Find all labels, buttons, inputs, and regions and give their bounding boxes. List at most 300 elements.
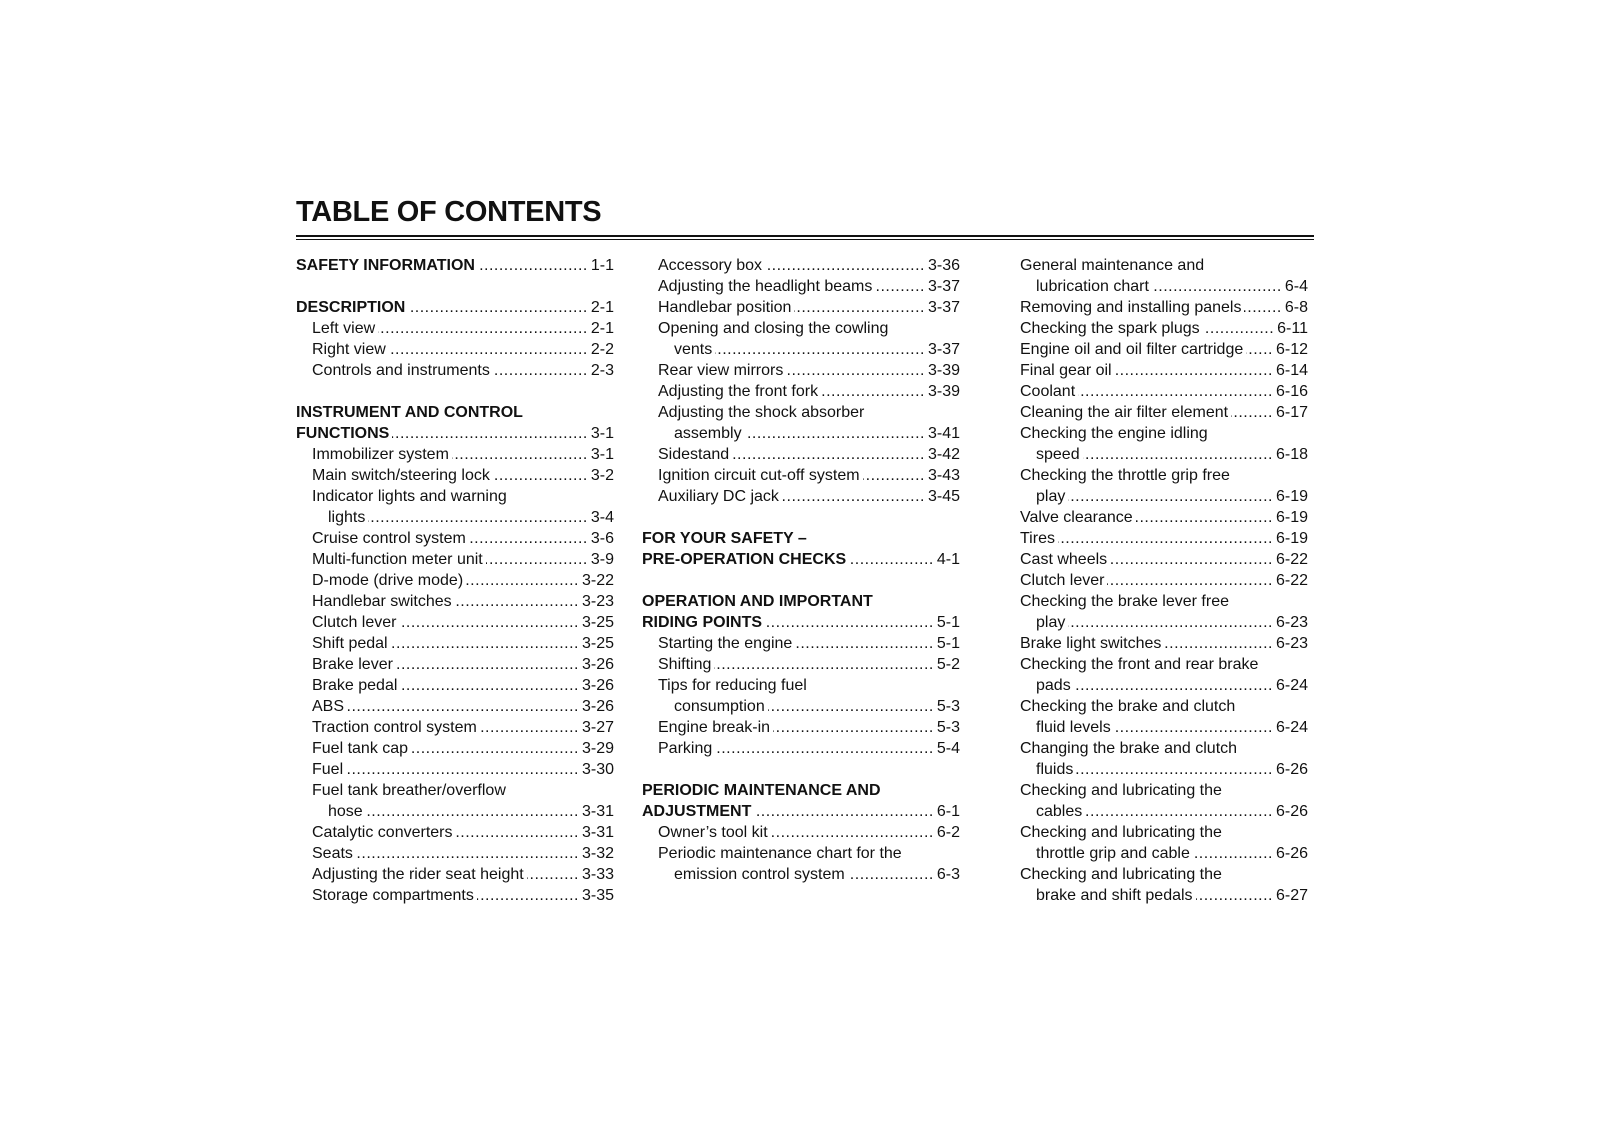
toc-entry[interactable] [1004,402,1308,423]
toc-entry[interactable] [1004,843,1308,864]
toc-entry[interactable] [296,633,614,654]
toc-leader-dots [399,612,578,633]
toc-spacer [642,759,960,780]
toc-entry-label: pads [1036,677,1071,694]
toc-leader-dots [1114,717,1273,738]
toc-leader-dots [466,570,579,591]
toc-entry[interactable] [1004,759,1308,780]
toc-page-number: 5-3 [936,719,960,736]
toc-leader-dots [768,696,934,717]
toc-entry-label: Owner’s tool kit [658,824,768,841]
toc-page-number: 5-4 [936,740,960,757]
toc-entry[interactable] [1004,297,1308,318]
page-title: TABLE OF CONTENTS [296,196,602,228]
toc-leader-dots [411,738,579,759]
toc-entry[interactable] [642,318,960,339]
toc-leader-dots [1058,528,1273,549]
toc-leader-dots [366,801,579,822]
toc-leader-dots [1244,297,1281,318]
toc-entry-label: lubrication chart [1036,278,1149,295]
toc-section-heading[interactable] [642,528,960,549]
toc-entry[interactable] [642,276,960,297]
toc-page-number: 3-2 [590,467,614,484]
toc-entry-label: play [1036,614,1066,631]
toc-entry[interactable] [1004,612,1308,633]
toc-entry-label: Valve clearance [1020,509,1133,526]
toc-page-number: 3-25 [581,635,614,652]
toc-page-number: 2-3 [590,362,614,379]
toc-entry[interactable] [1004,549,1308,570]
toc-entry[interactable] [296,339,614,360]
toc-entry[interactable] [642,381,960,402]
toc-leader-dots [389,339,588,360]
toc-page-number: 3-37 [927,341,960,358]
toc-entry-label: Brake light switches [1020,635,1162,652]
toc-entry-label: General maintenance and [1020,257,1205,274]
toc-leader-dots [1076,759,1273,780]
toc-entry-label: Checking the spark plugs [1020,320,1200,337]
toc-page-number: 6-4 [1284,278,1308,295]
toc-leader-dots [794,297,925,318]
toc-entry-label: Clutch lever [1020,572,1105,589]
toc-entry-label: Changing the brake and clutch [1020,740,1238,757]
toc-entry[interactable] [296,591,614,612]
toc-entry-label: Controls and instruments [312,362,490,379]
toc-entry[interactable] [1004,717,1308,738]
toc-section-heading[interactable] [296,402,614,423]
toc-entry[interactable] [1004,780,1308,801]
toc-page-number: 6-2 [936,824,960,841]
toc-entry[interactable] [1004,633,1308,654]
toc-page-number: 3-30 [581,761,614,778]
toc-page-number: 5-2 [936,656,960,673]
toc-page-number: 3-4 [590,509,614,526]
toc-entry[interactable] [642,444,960,465]
toc-entry[interactable] [1004,444,1308,465]
toc-entry[interactable] [642,486,960,507]
toc-entry-label: Checking and lubricating the [1020,782,1222,799]
toc-entry[interactable] [1004,570,1308,591]
toc-leader-dots [1203,318,1275,339]
toc-entry-label: Adjusting the headlight beams [658,278,873,295]
toc-entry[interactable] [1004,864,1308,885]
toc-page-number: 6-19 [1275,488,1308,505]
toc-entry[interactable] [296,486,614,507]
toc-page-number: 6-23 [1275,635,1308,652]
toc-entry[interactable] [296,780,614,801]
toc-leader-dots [480,717,579,738]
toc-leader-dots [493,465,588,486]
toc-entry[interactable] [1004,507,1308,528]
toc-spacer [296,381,614,402]
toc-entry-label: emission control system [674,866,845,883]
toc-entry-label: consumption [674,698,765,715]
toc-entry[interactable] [1004,654,1308,675]
toc-page-number: 3-9 [590,551,614,568]
toc-section-heading[interactable] [296,255,614,276]
toc-page-number: 6-16 [1275,383,1308,400]
toc-page-number: 6-23 [1275,614,1308,631]
toc-page-number: 2-1 [590,299,614,316]
toc-entry-label: Removing and installing panels [1020,299,1242,316]
toc-entry-label: Tips for reducing fuel [658,677,807,694]
toc-page-number: 6-24 [1275,719,1308,736]
toc-entry[interactable] [296,549,614,570]
toc-entry-label: FUNCTIONS [296,425,390,442]
toc-leader-dots [782,486,925,507]
toc-entry[interactable] [1004,276,1308,297]
toc-page-number: 3-36 [927,257,960,274]
toc-leader-dots [1115,360,1273,381]
toc-entry-label: lights [328,509,366,526]
toc-leader-dots [1107,570,1272,591]
toc-leader-dots [455,591,579,612]
toc-leader-dots [714,654,934,675]
toc-section-heading[interactable] [642,612,960,633]
toc-entry[interactable] [296,360,614,381]
toc-entry[interactable] [642,633,960,654]
toc-section-heading[interactable] [642,780,960,801]
toc-entry[interactable] [642,402,960,423]
toc-entry[interactable] [296,696,614,717]
toc-entry[interactable] [642,654,960,675]
toc-leader-dots [1068,612,1273,633]
toc-entry[interactable] [296,738,614,759]
toc-entry[interactable] [296,864,614,885]
toc-page-number: 3-26 [581,698,614,715]
toc-leader-dots [875,276,925,297]
toc-leader-dots [1074,675,1273,696]
toc-entry-label: Main switch/steering lock [312,467,490,484]
toc-entry-label: D-mode (drive mode) [312,572,464,589]
toc-entry-label: Rear view mirrors [658,362,784,379]
toc-entry[interactable] [1004,528,1308,549]
toc-entry[interactable] [296,444,614,465]
toc-entry-label: Periodic maintenance chart for the [658,845,902,862]
toc-entry-label: Parking [658,740,713,757]
toc-leader-dots [486,549,588,570]
toc-page-number: 6-18 [1275,446,1308,463]
toc-entry-label: Cruise control system [312,530,466,547]
toc-leader-dots [347,696,579,717]
toc-entry[interactable] [1004,486,1308,507]
toc-leader-dots [493,360,588,381]
toc-entry[interactable] [296,801,614,822]
toc-spacer [296,276,614,297]
toc-leader-dots [1068,486,1273,507]
toc-page-number: 6-17 [1275,404,1308,421]
toc-page-number: 6-14 [1275,362,1308,379]
toc-page-number: 6-22 [1275,572,1308,589]
toc-leader-dots [1231,402,1273,423]
toc-section-heading[interactable] [296,297,614,318]
toc-page-number: 3-26 [581,656,614,673]
toc-entry-label: Storage compartments [312,887,474,904]
toc-entry-label: Tires [1020,530,1055,547]
toc-entry[interactable] [1004,801,1308,822]
toc-entry[interactable] [642,864,960,885]
toc-entry[interactable] [296,318,614,339]
toc-entry[interactable] [1004,885,1308,906]
toc-page-number: 3-27 [581,719,614,736]
toc-leader-dots [452,444,588,465]
toc-entry-label: Handlebar position [658,299,792,316]
toc-entry-label: Multi-function meter unit [312,551,483,568]
toc-entry[interactable] [642,297,960,318]
toc-leader-dots [469,528,588,549]
toc-entry[interactable] [1004,381,1308,402]
toc-entry-label: Cast wheels [1020,551,1108,568]
toc-column-1 [296,255,614,906]
toc-entry-label: RIDING POINTS [642,614,763,631]
toc-entry[interactable] [296,822,614,843]
toc-page-number: 6-8 [1284,299,1308,316]
toc-page-number: 5-1 [936,614,960,631]
toc-section-heading[interactable] [642,801,960,822]
toc-entry[interactable] [296,507,614,528]
toc-entry[interactable] [642,255,960,276]
toc-entry-label: Coolant [1020,383,1076,400]
toc-leader-dots [408,297,588,318]
toc-leader-dots [456,822,579,843]
toc-entry-label: Shifting [658,656,712,673]
toc-entry[interactable] [296,843,614,864]
toc-entry-label: Accessory box [658,257,763,274]
toc-entry-label: hose [328,803,363,820]
toc-entry-label: Catalytic converters [312,824,453,841]
toc-page-number: 3-39 [927,362,960,379]
toc-page-number: 3-39 [927,383,960,400]
toc-entry-label: INSTRUMENT AND CONTROL [296,404,523,421]
toc-entry-label: PRE-OPERATION CHECKS [642,551,847,568]
toc-entry[interactable] [1004,465,1308,486]
toc-leader-dots [765,612,934,633]
toc-page-number: 3-45 [927,488,960,505]
toc-column-3 [1004,255,1308,906]
toc-page-number: 3-31 [581,803,614,820]
toc-entry[interactable] [296,675,614,696]
toc-page-number: 6-26 [1275,845,1308,862]
toc-entry-label: Clutch lever [312,614,397,631]
toc-section-heading[interactable] [642,591,960,612]
toc-entry-label: PERIODIC MAINTENANCE AND [642,782,881,799]
toc-page-number: 6-26 [1275,803,1308,820]
toc-page-number: 3-26 [581,677,614,694]
toc-page-number: 3-33 [581,866,614,883]
toc-entry-label: vents [674,341,713,358]
toc-leader-dots [849,549,934,570]
toc-entry[interactable] [642,675,960,696]
toc-leader-dots [477,885,579,906]
toc-leader-dots [527,864,579,885]
toc-entry-label: Handlebar switches [312,593,452,610]
toc-leader-dots [1164,633,1273,654]
toc-leader-dots [391,633,579,654]
toc-page-number: 1-1 [590,257,614,274]
toc-page-number: 6-1 [936,803,960,820]
toc-spacer [642,507,960,528]
toc-entry-label: fluid levels [1036,719,1111,736]
toc-page-number: 3-1 [590,425,614,442]
toc-page-number: 6-27 [1275,887,1308,904]
toc-leader-dots [478,255,588,276]
toc-entry[interactable] [1004,822,1308,843]
toc-entry[interactable] [642,696,960,717]
toc-entry[interactable] [1004,360,1308,381]
toc-leader-dots [1085,801,1273,822]
toc-entry[interactable] [1004,738,1308,759]
toc-leader-dots [1196,885,1273,906]
toc-entry[interactable] [296,654,614,675]
toc-entry-label: Cleaning the air filter element [1020,404,1229,421]
toc-entry-label: Checking the engine idling [1020,425,1208,442]
toc-leader-dots [848,864,934,885]
toc-page-number: 3-1 [590,446,614,463]
toc-page-number: 5-3 [936,698,960,715]
toc-page-number: 6-11 [1277,320,1308,337]
toc-entry[interactable] [296,759,614,780]
toc-entry[interactable] [1004,423,1308,444]
toc-entry-label: Seats [312,845,353,862]
toc-leader-dots [1193,843,1273,864]
toc-entry-label: throttle grip and cable [1036,845,1190,862]
toc-entry-label: OPERATION AND IMPORTANT [642,593,873,610]
toc-entry-label: Sidestand [658,446,730,463]
toc-column-2 [642,255,960,885]
toc-leader-dots [715,738,934,759]
toc-entry-label: Fuel tank breather/overflow [312,782,506,799]
toc-entry-label: fluids [1036,761,1074,778]
toc-entry-label: speed [1036,446,1080,463]
toc-entry-label: play [1036,488,1066,505]
toc-leader-dots [786,360,925,381]
toc-entry-label: Starting the engine [658,635,793,652]
toc-page-number: 3-25 [581,614,614,631]
toc-entry-label: Ignition circuit cut-off system [658,467,860,484]
toc-entry[interactable] [1004,675,1308,696]
toc-entry[interactable] [1004,591,1308,612]
toc-entry[interactable] [296,717,614,738]
toc-entry[interactable] [296,528,614,549]
toc-section-heading[interactable] [296,423,614,444]
toc-leader-dots [1136,507,1273,528]
toc-leader-dots [821,381,925,402]
toc-entry-label: ABS [312,698,345,715]
toc-page-number: 3-23 [581,593,614,610]
toc-entry-label: Indicator lights and warning [312,488,507,505]
toc-page-number: 3-29 [581,740,614,757]
toc-leader-dots [715,339,925,360]
toc-entry[interactable] [1004,255,1308,276]
toc-page-number: 4-1 [936,551,960,568]
toc-entry-label: Brake pedal [312,677,398,694]
toc-entry-label: DESCRIPTION [296,299,406,316]
toc-entry-label: FOR YOUR SAFETY – [642,530,807,547]
toc-entry[interactable] [296,465,614,486]
toc-entry[interactable] [642,339,960,360]
toc-page-number: 3-35 [581,887,614,904]
toc-page-number: 3-32 [581,845,614,862]
toc-entry[interactable] [642,822,960,843]
toc-leader-dots [400,675,579,696]
toc-entry-label: SAFETY INFORMATION [296,257,475,274]
toc-entry[interactable] [296,570,614,591]
toc-page-number: 5-1 [936,635,960,652]
toc-entry[interactable] [1004,339,1308,360]
toc-page-number: 6-3 [936,866,960,883]
toc-entry-label: Engine break-in [658,719,771,736]
toc-entry-label: cables [1036,803,1083,820]
toc-entry[interactable] [1004,696,1308,717]
toc-entry[interactable] [642,423,960,444]
toc-page-number: 3-22 [581,572,614,589]
toc-entry-label: Checking the brake lever free [1020,593,1229,610]
toc-entry-label: Fuel [312,761,344,778]
toc-entry-label: Shift pedal [312,635,388,652]
toc-entry[interactable] [642,360,960,381]
toc-leader-dots [356,843,579,864]
toc-page-number: 3-43 [927,467,960,484]
toc-leader-dots [1152,276,1282,297]
toc-leader-dots [1110,549,1273,570]
toc-entry[interactable] [296,612,614,633]
toc-entry-label: Checking the brake and clutch [1020,698,1236,715]
toc-leader-dots [771,822,934,843]
toc-page-number: 6-19 [1275,530,1308,547]
toc-page-number: 3-42 [927,446,960,463]
toc-entry-label: Final gear oil [1020,362,1112,379]
toc-page-number: 6-19 [1275,509,1308,526]
toc-entry[interactable] [296,885,614,906]
toc-page-number: 6-24 [1275,677,1308,694]
toc-entry-label: Auxiliary DC jack [658,488,779,505]
toc-leader-dots [1246,339,1273,360]
toc-entry-label: Checking and lubricating the [1020,866,1222,883]
toc-entry-label: assembly [674,425,742,442]
toc-entry[interactable] [642,843,960,864]
toc-leader-dots [765,255,925,276]
toc-page-number: 2-1 [590,320,614,337]
toc-entry-label: brake and shift pedals [1036,887,1193,904]
toc-leader-dots [378,318,588,339]
toc-leader-dots [754,801,934,822]
toc-page-number: 3-37 [927,278,960,295]
toc-page-number: 3-41 [927,425,960,442]
toc-entry[interactable] [642,465,960,486]
toc-page-number: 6-26 [1275,761,1308,778]
toc-entry-label: Checking the throttle grip free [1020,467,1230,484]
toc-entry-label: Traction control system [312,719,477,736]
toc-leader-dots [863,465,925,486]
toc-entry-label: Opening and closing the cowling [658,320,889,337]
toc-section-heading[interactable] [642,549,960,570]
toc-leader-dots [795,633,934,654]
toc-entry[interactable] [642,738,960,759]
toc-entry-label: Brake lever [312,656,393,673]
toc-page-number: 3-31 [581,824,614,841]
toc-entry-label: Adjusting the rider seat height [312,866,524,883]
toc-leader-dots [368,507,588,528]
toc-entry-label: Adjusting the front fork [658,383,819,400]
toc-page-number: 3-37 [927,299,960,316]
toc-page-number: 2-2 [590,341,614,358]
toc-entry[interactable] [642,717,960,738]
toc-entry-label: Immobilizer system [312,446,449,463]
toc-leader-dots [346,759,579,780]
title-rule [296,235,1314,240]
toc-entry[interactable] [1004,318,1308,339]
toc-entry-label: Adjusting the shock absorber [658,404,865,421]
